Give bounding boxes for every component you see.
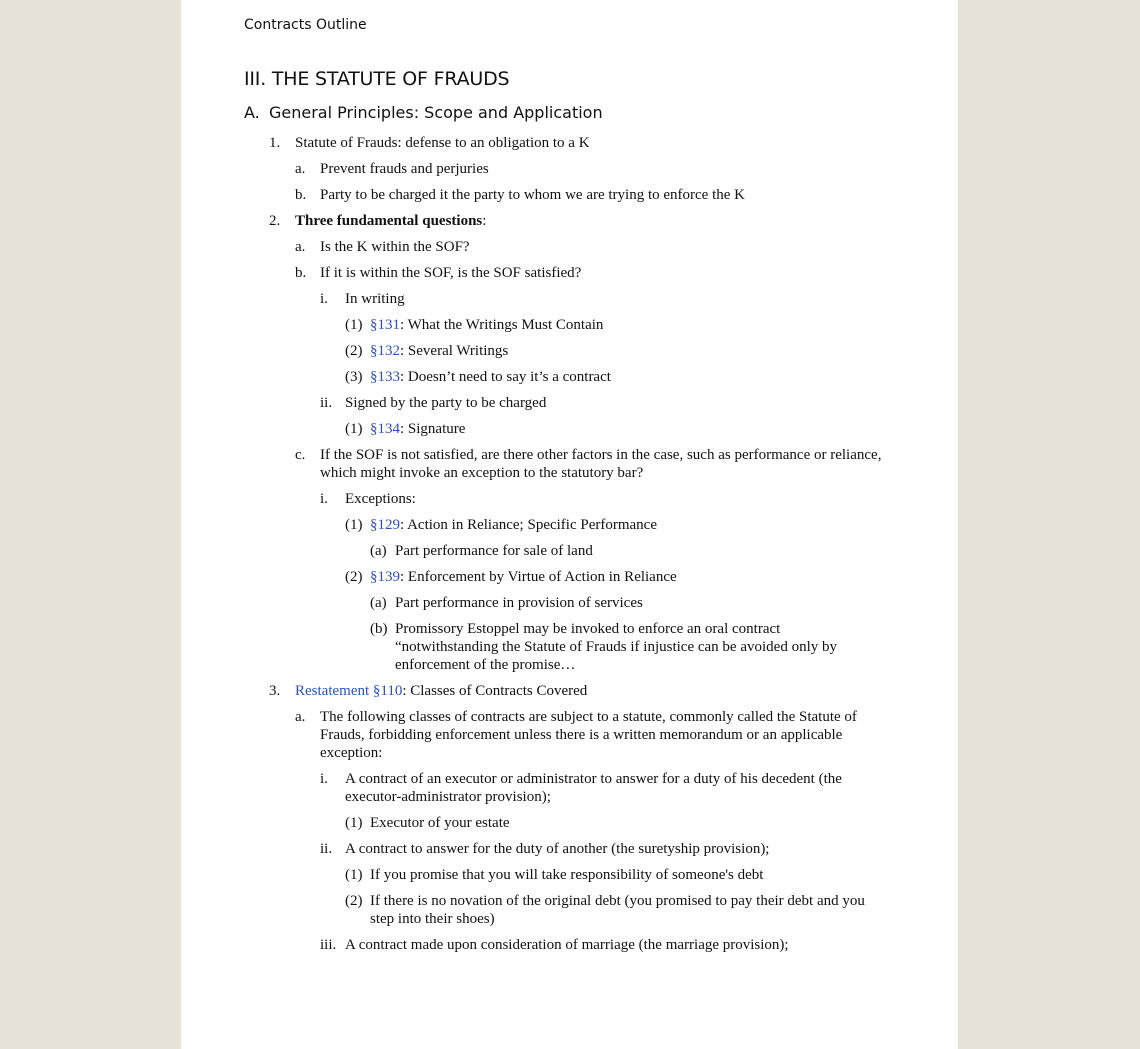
section-link[interactable]: §132 [370, 343, 400, 359]
section-label: A. [244, 103, 260, 122]
outline-item-2a [295, 238, 900, 256]
outline-item-1 [269, 134, 915, 152]
item-text: Executor of your estate [370, 815, 510, 831]
item-text: A contract to answer for the duty of another (the suretyship provision); [345, 841, 770, 857]
outline-item-3a-ii-2 [345, 892, 890, 928]
outline-item-2c [295, 446, 900, 482]
outline-item-3a-i-1 [345, 814, 900, 832]
chapter-heading: III. THE STATUTE OF FRAUDS [244, 68, 510, 90]
item-text: If there is no novation of the original debt (you promised to pay their debt and you step into their shoes) [370, 893, 865, 927]
outline-item-2b-ii-1 [345, 420, 900, 438]
outline-item-3a-ii-1 [345, 866, 900, 884]
item-label: 1. [269, 135, 281, 151]
item-text: Party to be charged it the party to whom we are trying to enforce the K [320, 187, 746, 203]
item-label: (3) [345, 369, 363, 385]
outline-item-2b-ii [320, 394, 895, 412]
item-text: If you promise that you will take responsibility of someone's debt [370, 867, 764, 883]
item-label: (1) [345, 421, 363, 437]
item-label: (1) [345, 317, 363, 333]
section-link[interactable]: §133 [370, 369, 400, 385]
outline-item-1a [295, 160, 900, 178]
section-heading [244, 103, 603, 122]
outline-item-1b [295, 186, 920, 204]
item-label: (1) [345, 867, 363, 883]
item-label: ii. [320, 841, 333, 857]
item-label: (1) [345, 517, 363, 533]
item-text: : Classes of Contracts Covered [402, 683, 588, 699]
item-label: a. [295, 161, 306, 177]
item-text: Part performance for sale of land [395, 543, 593, 559]
bold-term: Three fundamental questions [295, 213, 483, 229]
section-link[interactable]: §134 [370, 421, 400, 437]
item-label: c. [295, 447, 306, 463]
item-label: ii. [320, 395, 333, 411]
item-label: 3. [269, 683, 281, 699]
outline-item-2b [295, 264, 900, 282]
outline-item-2c-i-1 [345, 516, 900, 534]
outline-item-2b-i-1 [345, 316, 900, 334]
restatement-link[interactable]: Restatement §110 [295, 683, 403, 699]
item-text: Part performance in provision of services [395, 595, 643, 611]
item-text: A contract made upon consideration of marriage (the marriage provision); [345, 937, 789, 953]
page-header: Contracts Outline [244, 17, 367, 33]
item-text: : [482, 213, 487, 229]
item-label: (2) [345, 893, 363, 909]
item-text: Promissory Estoppel may be invoked to enforce an oral contract “notwithstanding the Statute of Frauds if injustice can be avoided only by enforcement of the promise… [395, 621, 837, 673]
section-link[interactable]: §131 [370, 317, 400, 333]
item-text: Signed by the party to be charged [345, 395, 547, 411]
item-label: a. [295, 709, 306, 725]
item-text: : Signature [400, 421, 466, 437]
outline-item-2b-i-2 [345, 342, 900, 360]
item-label: i. [320, 291, 328, 307]
outline-item-3a-iii [320, 936, 895, 954]
item-label: a. [295, 239, 306, 255]
section-link[interactable]: §139 [370, 569, 400, 585]
item-text: The following classes of contracts are subject to a statute, commonly called the Statute of Frauds, forbidding enforcement unless there is a written memorandum or an applicable exception: [320, 709, 857, 761]
item-label: (a) [370, 595, 387, 611]
outline-item-2c-i-2 [345, 568, 900, 586]
item-text: : Doesn’t need to say it’s a contract [400, 369, 611, 385]
outline-item-3 [269, 682, 915, 700]
item-label: i. [320, 491, 328, 507]
outline-item-2c-i [320, 490, 895, 508]
outline-item-2b-i [320, 290, 895, 308]
outline-item-2 [269, 212, 915, 230]
item-text: If the SOF is not satisfied, are there other factors in the case, such as performance or reliance, which might invoke an exception to the statutory bar? [320, 447, 882, 481]
item-label: b. [295, 187, 307, 203]
outline-item-3a [295, 708, 885, 762]
item-text: : Several Writings [400, 343, 509, 359]
item-text: Statute of Frauds: defense to an obligation to a K [295, 135, 590, 151]
item-text: Exceptions: [345, 491, 416, 507]
item-label: i. [320, 771, 328, 787]
item-text: Prevent frauds and perjuries [320, 161, 489, 177]
item-text: : What the Writings Must Contain [400, 317, 604, 333]
item-label: (b) [370, 621, 388, 637]
outline-item-2b-i-3 [345, 368, 900, 386]
item-label: (a) [370, 543, 387, 559]
item-text: If it is within the SOF, is the SOF satisfied? [320, 265, 582, 281]
outline-item-3a-i [320, 770, 875, 806]
item-text: A contract of an executor or administrator to answer for a duty of his decedent (the executor-administrator provision); [345, 771, 842, 805]
item-text: : Enforcement by Virtue of Action in Reliance [400, 569, 677, 585]
item-label: b. [295, 265, 307, 281]
outline-item-2c-i-2-b [370, 620, 865, 674]
section-link[interactable]: §129 [370, 517, 400, 533]
item-label: (2) [345, 569, 363, 585]
item-label: (1) [345, 815, 363, 831]
item-text: In writing [345, 291, 405, 307]
item-label: (2) [345, 343, 363, 359]
outline-item-2c-i-2-a [370, 594, 895, 612]
item-text: Is the K within the SOF? [320, 239, 470, 255]
item-label: iii. [320, 937, 337, 953]
item-label: 2. [269, 213, 281, 229]
outline-item-2c-i-1-a [370, 542, 895, 560]
item-text: : Action in Reliance; Specific Performance [400, 517, 657, 533]
section-title: General Principles: Scope and Application [269, 103, 603, 122]
document-page [181, 0, 958, 1049]
outline-item-3a-ii [320, 840, 895, 858]
